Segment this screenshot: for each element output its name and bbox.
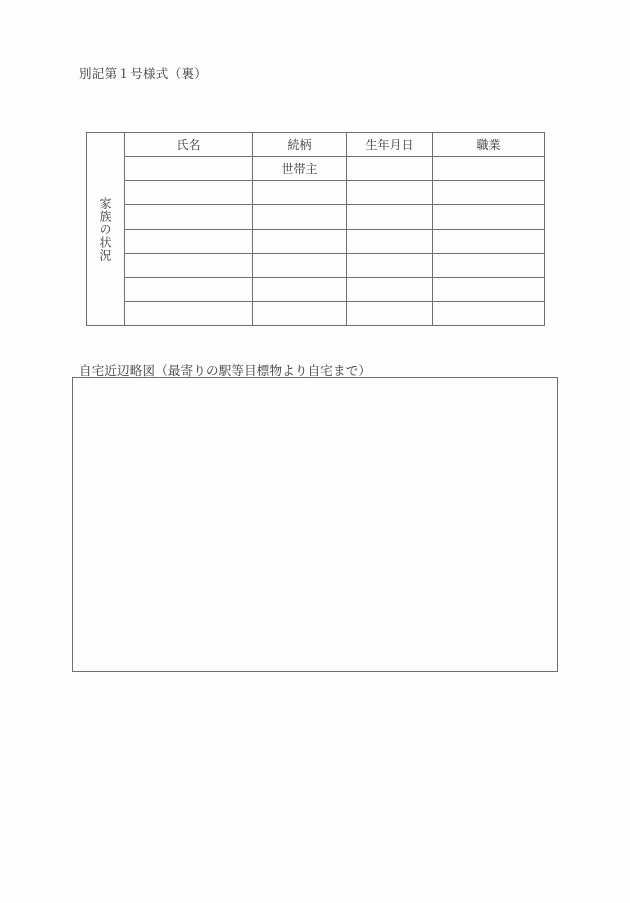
cell-name[interactable] [125, 253, 253, 277]
cell-relationship[interactable] [253, 253, 347, 277]
table-row [87, 277, 545, 301]
cell-birthdate[interactable] [347, 253, 433, 277]
cell-occupation[interactable] [433, 157, 545, 181]
cell-name[interactable] [125, 205, 253, 229]
cell-name[interactable] [125, 157, 253, 181]
family-status-side-label: 家族の状況 [98, 196, 112, 262]
cell-occupation[interactable] [433, 229, 545, 253]
cell-relationship[interactable] [253, 205, 347, 229]
cell-occupation[interactable] [433, 301, 545, 325]
table-row [87, 205, 545, 229]
cell-birthdate[interactable] [347, 229, 433, 253]
cell-relationship[interactable]: 世帯主 [253, 157, 347, 181]
home-map-drawing-area[interactable] [72, 377, 558, 672]
cell-birthdate[interactable] [347, 277, 433, 301]
table-row [87, 229, 545, 253]
cell-name[interactable] [125, 277, 253, 301]
cell-birthdate[interactable] [347, 205, 433, 229]
cell-name[interactable] [125, 301, 253, 325]
header-relationship: 続柄 [253, 133, 347, 157]
cell-birthdate[interactable] [347, 181, 433, 205]
header-birthdate: 生年月日 [347, 133, 433, 157]
table-row [87, 253, 545, 277]
cell-occupation[interactable] [433, 277, 545, 301]
cell-relationship[interactable] [253, 301, 347, 325]
form-title: 別記第１号様式（裏） [79, 66, 208, 81]
header-name: 氏名 [125, 133, 253, 157]
cell-birthdate[interactable] [347, 301, 433, 325]
cell-birthdate[interactable] [347, 157, 433, 181]
home-map-label: 自宅近辺略図（最寄りの駅等目標物より自宅まで） [79, 363, 372, 378]
header-occupation: 職業 [433, 133, 545, 157]
cell-occupation[interactable] [433, 205, 545, 229]
table-row [87, 181, 545, 205]
cell-name[interactable] [125, 229, 253, 253]
table-row [87, 301, 545, 325]
family-status-table [86, 132, 545, 326]
cell-relationship[interactable] [253, 277, 347, 301]
family-status-side-label-cell [87, 133, 125, 326]
table-row [87, 157, 545, 181]
cell-occupation[interactable] [433, 253, 545, 277]
cell-occupation[interactable] [433, 181, 545, 205]
cell-relationship[interactable] [253, 229, 347, 253]
table-header-row [87, 133, 545, 157]
cell-relationship[interactable] [253, 181, 347, 205]
cell-name[interactable] [125, 181, 253, 205]
